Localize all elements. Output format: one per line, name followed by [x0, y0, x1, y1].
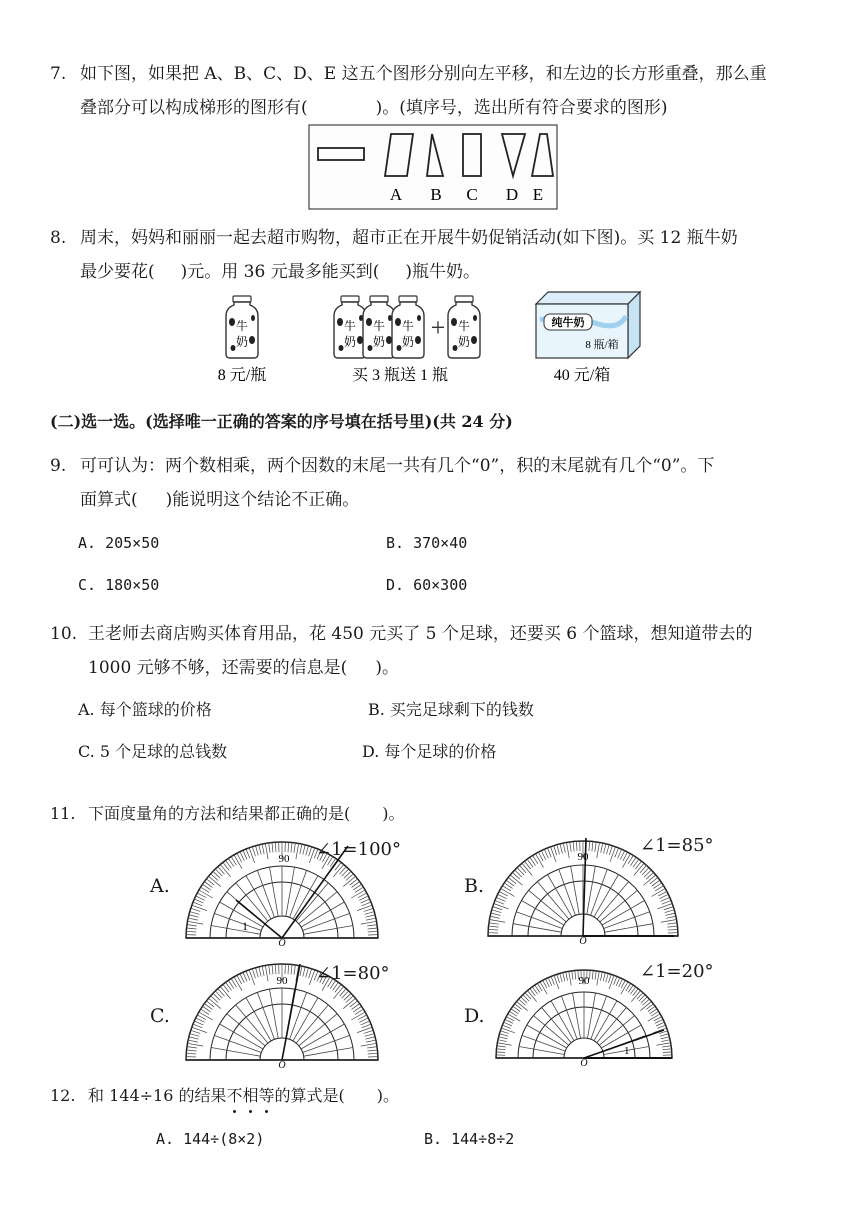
q8-illustration [200, 290, 670, 390]
milk-bottle-promo-3 [392, 296, 424, 358]
q11-option-c-letter[interactable]: C. [150, 1005, 170, 1027]
q11-option-b-letter[interactable]: B. [464, 875, 485, 897]
svg-text:8 瓶/箱: 8 瓶/箱 [585, 339, 619, 351]
section-2-title: (二)选一选。(选择唯一正确的答案的序号填在括号里)(共 24 分) [50, 412, 513, 431]
plus-sign: + [430, 313, 446, 342]
q9-option-d[interactable]: D. 60×300 [386, 576, 468, 594]
svg-text:奶: 奶 [457, 335, 471, 349]
svg-text:90: 90 [577, 851, 589, 863]
q7-line-1: 如下图，如果把 A、B、C、D、E 这五个图形分别向左平移，和左边的长方形重叠，那么重 [80, 64, 767, 84]
q7-line-2 [80, 96, 668, 120]
q10-line-2b: )。 [375, 658, 399, 678]
q12-option-b[interactable]: B. 144÷8÷2 [424, 1130, 515, 1148]
q7-line-2a: 叠部分可以构成梯形的图形有( [80, 98, 308, 118]
svg-text:牛: 牛 [235, 319, 249, 333]
q7-label-d: D [505, 185, 519, 204]
q9-line-1: 可可认为：两个数相乘，两个因数的末尾一共有几个“0”，积的末尾就有几个“0”。下 [80, 456, 715, 476]
caption-single-price: 8 元/瓶 [217, 367, 267, 384]
milk-bottle-single [226, 296, 258, 358]
milk-bottle-free [448, 296, 480, 358]
svg-text:O: O [579, 936, 587, 944]
svg-text:奶: 奶 [343, 335, 357, 349]
q9-line-2a: 面算式( [80, 490, 138, 510]
svg-text:90: 90 [278, 853, 290, 865]
milk-box [536, 292, 640, 358]
q9-line-2b: )能说明这个结论不正确。 [165, 490, 360, 510]
svg-text:牛: 牛 [401, 319, 415, 333]
q12-option-a[interactable]: A. 144÷(8×2) [156, 1130, 265, 1148]
q10-line-2a: 1000 元够不够，还需要的信息是( [88, 658, 348, 678]
caption-promotion: 买 3 瓶送 1 瓶 [351, 367, 449, 384]
q12-text [88, 1084, 399, 1108]
q9-option-c[interactable]: C. 180×50 [78, 576, 160, 594]
q12-emphasis: 不相等 [226, 1084, 274, 1108]
caption-box-price: 40 元/箱 [553, 367, 611, 384]
q7-figure [308, 124, 558, 210]
q8-line-2b: )元。用 36 元最多能买到( [180, 262, 380, 282]
svg-text:1: 1 [624, 1045, 630, 1057]
svg-text:O: O [278, 1060, 286, 1068]
milk-bottle-promo-1 [334, 296, 366, 358]
q9-option-b[interactable]: B. 370×40 [386, 534, 468, 552]
q8-number: 8. [50, 228, 67, 248]
q10-line-1: 王老师去商店购买体育用品，花 450 元买了 5 个足球，还要买 6 个篮球，想知道带去的 [88, 624, 753, 644]
q11-angle-d: ∠1=20° [640, 961, 714, 982]
q12-text-a: 和 144÷16 的结果 [88, 1086, 227, 1105]
q11-angle-b: ∠1=85° [640, 835, 714, 856]
milk-bottle-promo-2 [363, 296, 395, 358]
q8-line-2a: 最少要花( [80, 262, 155, 282]
q10-option-d[interactable]: D. 每个足球的价格 [362, 742, 497, 761]
svg-text:90: 90 [578, 975, 590, 987]
q10-option-b[interactable]: B. 买完足球剩下的钱数 [368, 700, 534, 719]
q11-option-a-letter[interactable]: A. [150, 875, 170, 897]
q7-number: 7. [50, 64, 67, 84]
svg-text:奶: 奶 [372, 335, 386, 349]
q10-line-2 [88, 656, 399, 680]
svg-text:纯牛奶: 纯牛奶 [551, 317, 585, 329]
q7-label-e: E [532, 185, 544, 204]
svg-text:O: O [580, 1058, 588, 1068]
svg-text:90: 90 [276, 975, 288, 987]
q9-line-2 [80, 488, 359, 512]
q7-line-2b: )。(填序号，选出所有符合要求的图形) [375, 98, 668, 118]
q10-number: 10. [50, 624, 78, 644]
q9-number: 9. [50, 456, 67, 476]
svg-text:奶: 奶 [235, 335, 249, 349]
q11-text: 下面度量角的方法和结果都正确的是( )。 [88, 804, 405, 823]
svg-text:1: 1 [242, 919, 248, 933]
q11-angle-a: ∠1=100° [316, 839, 401, 860]
q11-angle-c: ∠1=80° [316, 963, 390, 984]
q7-label-c: C [466, 185, 478, 204]
svg-text:牛: 牛 [372, 319, 386, 333]
svg-text:O: O [278, 938, 286, 946]
svg-text:牛: 牛 [457, 319, 471, 333]
q10-option-c[interactable]: C. 5 个足球的总钱数 [78, 742, 228, 761]
q12-text-b: 的算式是( )。 [274, 1086, 399, 1105]
q7-label-a: A [389, 185, 403, 204]
q12-number: 12. [50, 1086, 76, 1105]
q10-option-a[interactable]: A. 每个篮球的价格 [78, 700, 212, 719]
svg-text:奶: 奶 [401, 335, 415, 349]
svg-text:牛: 牛 [343, 319, 357, 333]
q11-option-d-letter[interactable]: D. [464, 1005, 485, 1027]
q8-line-1: 周末，妈妈和丽丽一起去超市购物，超市正在开展牛奶促销活动(如下图)。买 12 瓶牛奶 [80, 228, 738, 248]
q7-label-b: B [430, 185, 442, 204]
q11-number: 11. [50, 804, 76, 823]
q8-line-2 [80, 260, 480, 284]
q8-line-2c: )瓶牛奶。 [405, 262, 480, 282]
q9-option-a[interactable]: A. 205×50 [78, 534, 160, 552]
